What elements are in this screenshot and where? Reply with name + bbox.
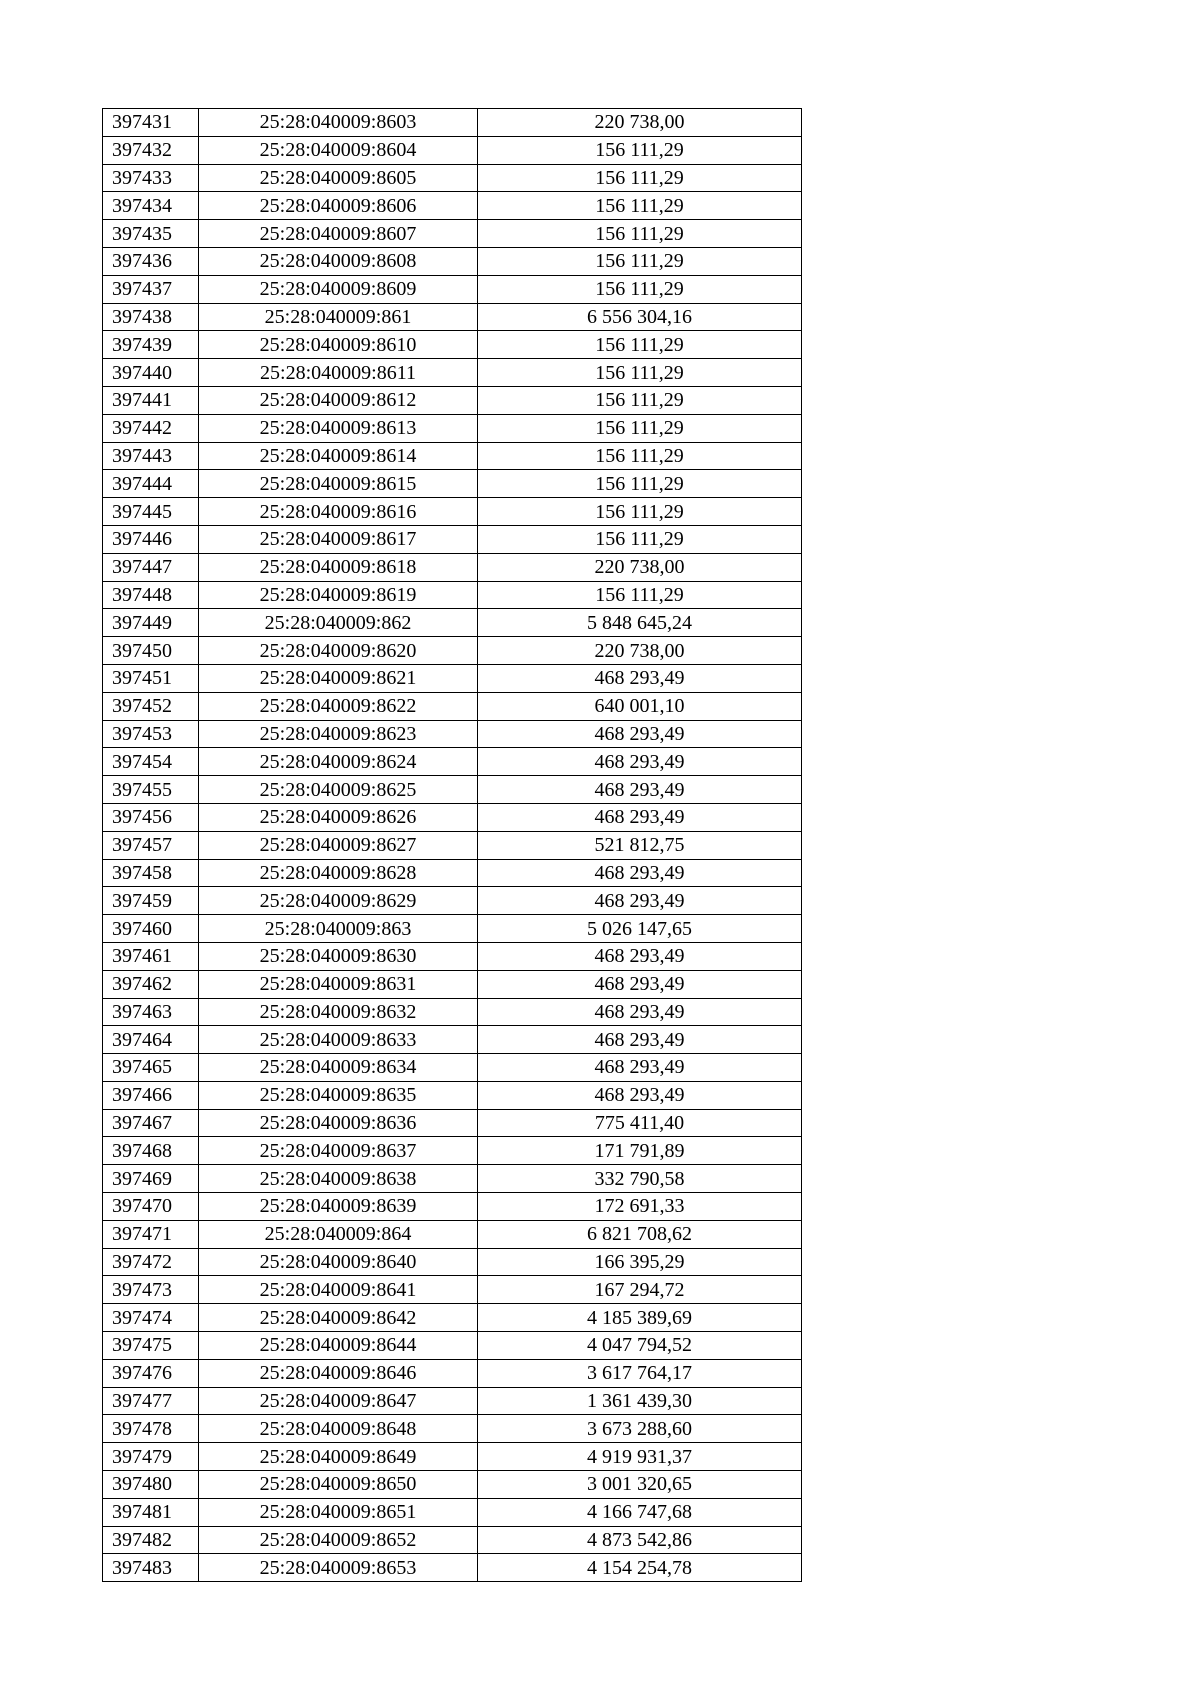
cadastral-number-cell: 25:28:040009:8634	[199, 1054, 478, 1082]
cadastral-value-cell: 4 873 542,86	[478, 1526, 802, 1554]
cadastral-value-cell: 332 790,58	[478, 1165, 802, 1193]
table-row	[103, 275, 802, 303]
row-number-cell: 397468	[103, 1137, 199, 1165]
table-row	[103, 1554, 802, 1582]
cadastral-number-cell: 25:28:040009:8616	[199, 498, 478, 526]
row-number-cell: 397453	[103, 720, 199, 748]
cadastral-number-cell: 25:28:040009:862	[199, 609, 478, 637]
table-row	[103, 1109, 802, 1137]
cadastral-value-cell: 468 293,49	[478, 859, 802, 887]
row-number-cell: 397455	[103, 776, 199, 804]
cadastral-value-cell: 156 111,29	[478, 498, 802, 526]
table-row	[103, 386, 802, 414]
table-row	[103, 1276, 802, 1304]
row-number-cell: 397465	[103, 1054, 199, 1082]
cadastral-value-cell: 171 791,89	[478, 1137, 802, 1165]
cadastral-number-cell: 25:28:040009:8650	[199, 1471, 478, 1499]
cadastral-value-cell: 468 293,49	[478, 1054, 802, 1082]
table-row	[103, 859, 802, 887]
table-row	[103, 1526, 802, 1554]
cadastral-number-cell: 25:28:040009:8649	[199, 1443, 478, 1471]
cadastral-value-cell: 220 738,00	[478, 637, 802, 665]
table-row	[103, 1359, 802, 1387]
row-number-cell: 397457	[103, 831, 199, 859]
table-row	[103, 109, 802, 137]
cadastral-value-cell: 166 395,29	[478, 1248, 802, 1276]
row-number-cell: 397446	[103, 525, 199, 553]
table-row	[103, 1193, 802, 1221]
row-number-cell: 397436	[103, 247, 199, 275]
table-row	[103, 664, 802, 692]
cadastral-value-cell: 4 047 794,52	[478, 1332, 802, 1360]
row-number-cell: 397451	[103, 664, 199, 692]
cadastral-value-cell: 4 154 254,78	[478, 1554, 802, 1582]
row-number-cell: 397466	[103, 1081, 199, 1109]
row-number-cell: 397441	[103, 386, 199, 414]
cadastral-number-cell: 25:28:040009:8642	[199, 1304, 478, 1332]
row-number-cell: 397432	[103, 136, 199, 164]
cadastral-value-table	[102, 108, 802, 1582]
row-number-cell: 397444	[103, 470, 199, 498]
cadastral-value-cell: 3 617 764,17	[478, 1359, 802, 1387]
table-row	[103, 776, 802, 804]
cadastral-value-cell: 156 111,29	[478, 414, 802, 442]
table-row	[103, 1304, 802, 1332]
cadastral-value-cell: 156 111,29	[478, 331, 802, 359]
cadastral-number-cell: 25:28:040009:8619	[199, 581, 478, 609]
cadastral-value-cell: 468 293,49	[478, 970, 802, 998]
table-row	[103, 247, 802, 275]
cadastral-number-cell: 25:28:040009:8620	[199, 637, 478, 665]
table-row	[103, 887, 802, 915]
row-number-cell: 397473	[103, 1276, 199, 1304]
cadastral-number-cell: 25:28:040009:864	[199, 1220, 478, 1248]
cadastral-number-cell: 25:28:040009:8627	[199, 831, 478, 859]
cadastral-value-cell: 468 293,49	[478, 942, 802, 970]
cadastral-number-cell: 25:28:040009:8614	[199, 442, 478, 470]
row-number-cell: 397439	[103, 331, 199, 359]
cadastral-number-cell: 25:28:040009:8615	[199, 470, 478, 498]
cadastral-value-cell: 468 293,49	[478, 803, 802, 831]
cadastral-number-cell: 25:28:040009:8617	[199, 525, 478, 553]
table-row	[103, 1443, 802, 1471]
table-row	[103, 303, 802, 331]
table-row	[103, 470, 802, 498]
cadastral-value-cell: 172 691,33	[478, 1193, 802, 1221]
cadastral-number-cell: 25:28:040009:8613	[199, 414, 478, 442]
table-row	[103, 970, 802, 998]
row-number-cell: 397431	[103, 109, 199, 137]
table-row	[103, 803, 802, 831]
row-number-cell: 397482	[103, 1526, 199, 1554]
cadastral-value-cell: 6 821 708,62	[478, 1220, 802, 1248]
cadastral-number-cell: 25:28:040009:8639	[199, 1193, 478, 1221]
table-row	[103, 1415, 802, 1443]
table-row	[103, 136, 802, 164]
cadastral-value-cell: 220 738,00	[478, 553, 802, 581]
cadastral-number-cell: 25:28:040009:8652	[199, 1526, 478, 1554]
table-row	[103, 748, 802, 776]
cadastral-number-cell: 25:28:040009:8647	[199, 1387, 478, 1415]
row-number-cell: 397478	[103, 1415, 199, 1443]
table-row	[103, 1081, 802, 1109]
table-row	[103, 720, 802, 748]
row-number-cell: 397459	[103, 887, 199, 915]
table-body	[103, 109, 802, 1582]
row-number-cell: 397474	[103, 1304, 199, 1332]
table-row	[103, 1498, 802, 1526]
cadastral-value-cell: 3 001 320,65	[478, 1471, 802, 1499]
row-number-cell: 397463	[103, 998, 199, 1026]
cadastral-number-cell: 25:28:040009:8611	[199, 359, 478, 387]
row-number-cell: 397464	[103, 1026, 199, 1054]
row-number-cell: 397450	[103, 637, 199, 665]
row-number-cell: 397477	[103, 1387, 199, 1415]
cadastral-value-cell: 156 111,29	[478, 470, 802, 498]
cadastral-number-cell: 25:28:040009:8635	[199, 1081, 478, 1109]
table-row	[103, 1026, 802, 1054]
cadastral-number-cell: 25:28:040009:8640	[199, 1248, 478, 1276]
cadastral-number-cell: 25:28:040009:8607	[199, 220, 478, 248]
cadastral-value-cell: 521 812,75	[478, 831, 802, 859]
table-row	[103, 414, 802, 442]
cadastral-number-cell: 25:28:040009:8624	[199, 748, 478, 776]
row-number-cell: 397461	[103, 942, 199, 970]
row-number-cell: 397472	[103, 1248, 199, 1276]
cadastral-number-cell: 25:28:040009:8632	[199, 998, 478, 1026]
cadastral-value-cell: 156 111,29	[478, 581, 802, 609]
row-number-cell: 397471	[103, 1220, 199, 1248]
table-row	[103, 331, 802, 359]
row-number-cell: 397481	[103, 1498, 199, 1526]
table-row	[103, 637, 802, 665]
cadastral-number-cell: 25:28:040009:8648	[199, 1415, 478, 1443]
cadastral-number-cell: 25:28:040009:8631	[199, 970, 478, 998]
cadastral-value-cell: 156 111,29	[478, 136, 802, 164]
cadastral-number-cell: 25:28:040009:8637	[199, 1137, 478, 1165]
cadastral-value-cell: 156 111,29	[478, 359, 802, 387]
cadastral-number-cell: 25:28:040009:8609	[199, 275, 478, 303]
cadastral-value-cell: 4 166 747,68	[478, 1498, 802, 1526]
row-number-cell: 397460	[103, 915, 199, 943]
table-row	[103, 442, 802, 470]
table-row	[103, 1471, 802, 1499]
cadastral-number-cell: 25:28:040009:8638	[199, 1165, 478, 1193]
cadastral-value-cell: 156 111,29	[478, 247, 802, 275]
table-row	[103, 1054, 802, 1082]
row-number-cell: 397434	[103, 192, 199, 220]
row-number-cell: 397480	[103, 1471, 199, 1499]
cadastral-number-cell: 25:28:040009:8625	[199, 776, 478, 804]
row-number-cell: 397452	[103, 692, 199, 720]
table-row	[103, 359, 802, 387]
row-number-cell: 397467	[103, 1109, 199, 1137]
row-number-cell: 397475	[103, 1332, 199, 1360]
cadastral-value-cell: 468 293,49	[478, 998, 802, 1026]
row-number-cell: 397440	[103, 359, 199, 387]
row-number-cell: 397448	[103, 581, 199, 609]
table-row	[103, 609, 802, 637]
table-row	[103, 525, 802, 553]
row-number-cell: 397456	[103, 803, 199, 831]
row-number-cell: 397442	[103, 414, 199, 442]
row-number-cell: 397438	[103, 303, 199, 331]
row-number-cell: 397447	[103, 553, 199, 581]
cadastral-number-cell: 25:28:040009:8608	[199, 247, 478, 275]
cadastral-value-cell: 156 111,29	[478, 442, 802, 470]
table-row	[103, 1165, 802, 1193]
cadastral-value-cell: 468 293,49	[478, 748, 802, 776]
cadastral-number-cell: 25:28:040009:8628	[199, 859, 478, 887]
cadastral-value-cell: 156 111,29	[478, 220, 802, 248]
row-number-cell: 397458	[103, 859, 199, 887]
table-row	[103, 581, 802, 609]
row-number-cell: 397483	[103, 1554, 199, 1582]
table-row	[103, 915, 802, 943]
cadastral-number-cell: 25:28:040009:8622	[199, 692, 478, 720]
cadastral-number-cell: 25:28:040009:863	[199, 915, 478, 943]
cadastral-number-cell: 25:28:040009:8636	[199, 1109, 478, 1137]
row-number-cell: 397433	[103, 164, 199, 192]
cadastral-number-cell: 25:28:040009:8626	[199, 803, 478, 831]
cadastral-value-cell: 5 848 645,24	[478, 609, 802, 637]
cadastral-value-cell: 3 673 288,60	[478, 1415, 802, 1443]
table-row	[103, 1332, 802, 1360]
cadastral-value-cell: 156 111,29	[478, 192, 802, 220]
table-row	[103, 1220, 802, 1248]
table-row	[103, 692, 802, 720]
row-number-cell: 397454	[103, 748, 199, 776]
table-row	[103, 498, 802, 526]
cadastral-value-cell: 156 111,29	[478, 164, 802, 192]
cadastral-number-cell: 25:28:040009:8605	[199, 164, 478, 192]
cadastral-number-cell: 25:28:040009:8646	[199, 1359, 478, 1387]
cadastral-number-cell: 25:28:040009:8629	[199, 887, 478, 915]
cadastral-number-cell: 25:28:040009:8603	[199, 109, 478, 137]
row-number-cell: 397449	[103, 609, 199, 637]
row-number-cell: 397435	[103, 220, 199, 248]
table-row	[103, 553, 802, 581]
row-number-cell: 397445	[103, 498, 199, 526]
row-number-cell: 397437	[103, 275, 199, 303]
cadastral-number-cell: 25:28:040009:8621	[199, 664, 478, 692]
cadastral-number-cell: 25:28:040009:8612	[199, 386, 478, 414]
table-row	[103, 164, 802, 192]
cadastral-value-cell: 4 919 931,37	[478, 1443, 802, 1471]
row-number-cell: 397443	[103, 442, 199, 470]
cadastral-number-cell: 25:28:040009:861	[199, 303, 478, 331]
row-number-cell: 397476	[103, 1359, 199, 1387]
table-row	[103, 1248, 802, 1276]
cadastral-number-cell: 25:28:040009:8604	[199, 136, 478, 164]
cadastral-value-cell: 5 026 147,65	[478, 915, 802, 943]
table-row	[103, 220, 802, 248]
cadastral-value-cell: 4 185 389,69	[478, 1304, 802, 1332]
cadastral-number-cell: 25:28:040009:8630	[199, 942, 478, 970]
cadastral-number-cell: 25:28:040009:8623	[199, 720, 478, 748]
table-row	[103, 1387, 802, 1415]
cadastral-number-cell: 25:28:040009:8610	[199, 331, 478, 359]
cadastral-number-cell: 25:28:040009:8633	[199, 1026, 478, 1054]
cadastral-value-cell: 156 111,29	[478, 525, 802, 553]
cadastral-value-cell: 156 111,29	[478, 275, 802, 303]
cadastral-value-cell: 468 293,49	[478, 664, 802, 692]
cadastral-value-cell: 220 738,00	[478, 109, 802, 137]
cadastral-value-cell: 6 556 304,16	[478, 303, 802, 331]
table-row	[103, 1137, 802, 1165]
cadastral-value-cell: 468 293,49	[478, 776, 802, 804]
cadastral-number-cell: 25:28:040009:8641	[199, 1276, 478, 1304]
cadastral-value-cell: 775 411,40	[478, 1109, 802, 1137]
cadastral-value-cell: 468 293,49	[478, 887, 802, 915]
row-number-cell: 397479	[103, 1443, 199, 1471]
cadastral-number-cell: 25:28:040009:8644	[199, 1332, 478, 1360]
table-row	[103, 831, 802, 859]
cadastral-value-cell: 468 293,49	[478, 1081, 802, 1109]
cadastral-number-cell: 25:28:040009:8618	[199, 553, 478, 581]
cadastral-value-cell: 468 293,49	[478, 1026, 802, 1054]
row-number-cell: 397469	[103, 1165, 199, 1193]
cadastral-value-cell: 1 361 439,30	[478, 1387, 802, 1415]
cadastral-value-cell: 167 294,72	[478, 1276, 802, 1304]
cadastral-number-cell: 25:28:040009:8653	[199, 1554, 478, 1582]
table-row	[103, 998, 802, 1026]
cadastral-number-cell: 25:28:040009:8651	[199, 1498, 478, 1526]
cadastral-value-cell: 640 001,10	[478, 692, 802, 720]
cadastral-value-cell: 468 293,49	[478, 720, 802, 748]
cadastral-value-cell: 156 111,29	[478, 386, 802, 414]
row-number-cell: 397462	[103, 970, 199, 998]
cadastral-number-cell: 25:28:040009:8606	[199, 192, 478, 220]
table-row	[103, 192, 802, 220]
row-number-cell: 397470	[103, 1193, 199, 1221]
table-row	[103, 942, 802, 970]
